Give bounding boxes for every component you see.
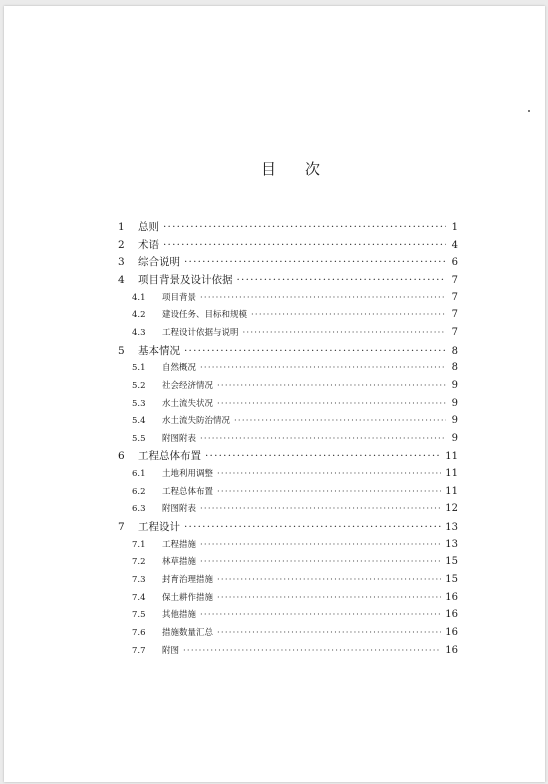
- toc-section-row[interactable]: [132, 324, 458, 342]
- toc-entry-number: 7.3: [132, 575, 146, 585]
- toc-section-row[interactable]: [132, 359, 458, 377]
- toc-entry-label: 其他措施: [162, 610, 197, 620]
- toc-entry-label: 建设任务、目标和规模: [162, 310, 248, 320]
- toc-entry-page: 16: [445, 645, 458, 656]
- toc-entry-number: 5: [118, 345, 125, 357]
- toc-entry-number: 7.4: [132, 593, 146, 603]
- toc-leader-dots: [200, 359, 446, 377]
- toc-entry-page: 11: [445, 486, 458, 497]
- toc-leader-dots: [184, 253, 446, 271]
- toc-entry-page: 13: [445, 522, 458, 533]
- toc-entry-number: 7.5: [132, 610, 146, 620]
- toc-entry-number: 3: [118, 256, 125, 268]
- toc-entry-page: 15: [445, 556, 458, 567]
- toc-entry-number: 4: [118, 274, 125, 286]
- toc-entry-number: 6.1: [132, 469, 146, 479]
- toc-chapter-row[interactable]: [118, 236, 458, 254]
- toc-entry-number: 6.3: [132, 504, 146, 514]
- toc-leader-dots: [200, 606, 441, 624]
- toc-section-row[interactable]: [132, 606, 458, 624]
- toc-leader-dots: [217, 465, 441, 483]
- toc-leader-dots: [200, 500, 441, 518]
- toc-entry-number: 7.6: [132, 628, 146, 638]
- toc-section-row[interactable]: [132, 395, 458, 413]
- toc-entry-number: 5.2: [132, 381, 146, 391]
- toc-leader-dots: [200, 536, 441, 554]
- toc-leader-dots: [184, 518, 441, 536]
- toc-entry-number: 7.1: [132, 540, 146, 550]
- toc-leader-dots: [200, 289, 446, 307]
- toc-entry-page: 11: [445, 451, 458, 462]
- toc-entry-page: 7: [451, 275, 458, 286]
- toc-entry-page: 15: [445, 574, 458, 585]
- toc-section-row[interactable]: [132, 571, 458, 589]
- toc-leader-dots: [217, 589, 441, 607]
- toc-leader-dots: [251, 306, 446, 324]
- toc-entry-label: 总则: [138, 221, 159, 233]
- toc-entry-label: 措施数量汇总: [162, 628, 214, 638]
- toc-entry-label: 工程设计依据与说明: [162, 328, 239, 338]
- toc-leader-dots: [217, 395, 446, 413]
- toc-entry-page: 12: [445, 503, 458, 514]
- toc-section-row[interactable]: [132, 500, 458, 518]
- toc-entry-label: 封育治理措施: [162, 575, 214, 585]
- toc-entry-label: 附图附表: [162, 434, 197, 444]
- toc-entry-label: 附图附表: [162, 504, 197, 514]
- scan-speck: [528, 110, 530, 112]
- toc-entry-label: 项目背景及设计依据: [138, 274, 233, 286]
- toc-leader-dots: [217, 377, 446, 395]
- toc-entry-number: 5.1: [132, 363, 146, 373]
- toc-entry-number: 7.7: [132, 646, 146, 656]
- toc-section-row[interactable]: [132, 289, 458, 307]
- toc-entry-number: 7.2: [132, 557, 146, 567]
- toc-entry-label: 社会经济情况: [162, 381, 214, 391]
- toc-entry-label: 土地利用调整: [162, 469, 214, 479]
- toc-leader-dots: [184, 342, 446, 360]
- toc-entry-number: 5.4: [132, 416, 146, 426]
- toc-entry-label: 术语: [138, 239, 159, 251]
- toc-chapter-row[interactable]: [118, 342, 458, 360]
- toc-entry-page: 8: [451, 362, 458, 373]
- document-page: [4, 6, 545, 782]
- toc-entry-label: 综合说明: [138, 256, 180, 268]
- toc-entry-label: 工程措施: [162, 540, 197, 550]
- toc-entry-page: 7: [451, 327, 458, 338]
- toc-chapter-row[interactable]: [118, 218, 458, 236]
- toc-section-row[interactable]: [132, 465, 458, 483]
- toc-chapter-row[interactable]: [118, 518, 458, 536]
- toc-leader-dots: [200, 430, 446, 448]
- toc-entry-page: 9: [451, 380, 458, 391]
- toc-entry-page: 6: [451, 257, 458, 268]
- toc-entry-page: 13: [445, 539, 458, 550]
- toc-chapter-row[interactable]: [118, 253, 458, 271]
- toc-section-row[interactable]: [132, 624, 458, 642]
- toc-leader-dots: [205, 447, 441, 465]
- toc-entry-page: 16: [445, 609, 458, 620]
- toc-entry-number: 2: [118, 239, 125, 251]
- toc-entry-number: 6: [118, 450, 125, 462]
- toc-leader-dots: [243, 324, 446, 342]
- toc-entry-page: 16: [445, 627, 458, 638]
- toc-entry-number: 5.5: [132, 434, 146, 444]
- toc-section-row[interactable]: [132, 377, 458, 395]
- toc-entry-label: 保土耕作措施: [162, 593, 214, 603]
- toc-section-row[interactable]: [132, 430, 458, 448]
- toc-entry-number: 7: [118, 521, 125, 533]
- toc-section-row[interactable]: [132, 642, 458, 660]
- toc-leader-dots: [237, 271, 447, 289]
- toc-leader-dots: [217, 571, 441, 589]
- toc-entry-label: 自然概况: [162, 363, 197, 373]
- toc-entry-number: 6.2: [132, 487, 146, 497]
- toc-leader-dots: [200, 553, 441, 571]
- toc-entry-page: 7: [451, 309, 458, 320]
- toc-entry-page: 16: [445, 592, 458, 603]
- toc-section-row[interactable]: [132, 553, 458, 571]
- toc-leader-dots: [234, 412, 446, 430]
- toc-entry-page: 4: [451, 240, 458, 251]
- toc-entry-page: 7: [451, 292, 458, 303]
- toc-entry-number: 4.1: [132, 293, 146, 303]
- toc-entry-number: 5.3: [132, 399, 146, 409]
- toc-section-row[interactable]: [132, 589, 458, 607]
- toc-entry-number: 4.3: [132, 328, 146, 338]
- toc-section-row[interactable]: [132, 306, 458, 324]
- toc-entry-page: 9: [451, 415, 458, 426]
- toc-leader-dots: [183, 642, 441, 660]
- toc-entry-page: 1: [451, 222, 458, 233]
- toc-entry-label: 林草措施: [162, 557, 197, 567]
- toc-leader-dots: [217, 624, 441, 642]
- toc-entry-label: 水土流失防治情况: [162, 416, 231, 426]
- toc-entry-label: 工程总体布置: [162, 487, 214, 497]
- toc-entry-number: 1: [118, 221, 125, 233]
- toc-leader-dots: [163, 218, 446, 236]
- toc-leader-dots: [163, 236, 446, 254]
- toc-section-row[interactable]: [132, 412, 458, 430]
- title-char-1: 目: [261, 160, 279, 178]
- toc-entry-page: 8: [451, 346, 458, 357]
- toc-entry-label: 基本情况: [138, 345, 180, 357]
- toc-section-row[interactable]: [132, 536, 458, 554]
- toc-entry-page: 11: [445, 468, 458, 479]
- toc-entry-page: 9: [451, 398, 458, 409]
- toc-entry-label: 项目背景: [162, 293, 197, 303]
- toc-leader-dots: [217, 483, 441, 501]
- toc-entry-label: 工程总体布置: [138, 450, 201, 462]
- toc-entry-label: 工程设计: [138, 521, 180, 533]
- toc-entry-number: 4.2: [132, 310, 146, 320]
- toc-entry-label: 水土流失状况: [162, 399, 214, 409]
- toc-entry-label: 附图: [162, 646, 180, 656]
- toc-entry-page: 9: [451, 433, 458, 444]
- toc-chapter-row[interactable]: [118, 271, 458, 289]
- toc-section-row[interactable]: [132, 483, 458, 501]
- toc-chapter-row[interactable]: [118, 447, 458, 465]
- title-char-2: 次: [305, 160, 323, 178]
